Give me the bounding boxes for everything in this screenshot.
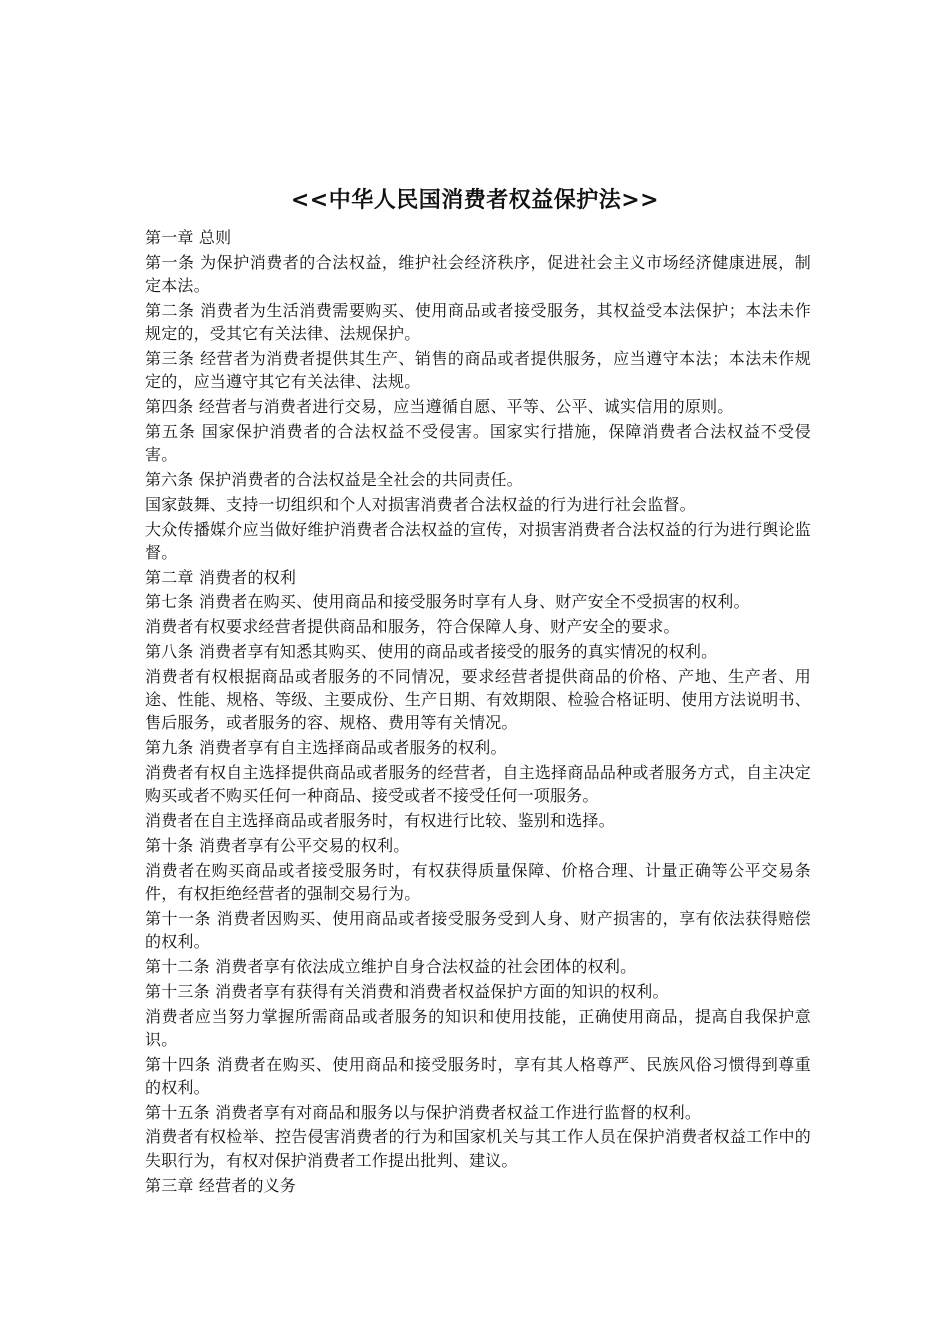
article-8: 第八条 消费者享有知悉其购买、使用的商品或者接受的服务的真实情况的权利。 [145,642,718,662]
article-12: 第十二条 消费者享有依法成立维护自身合法权益的社会团体的权利。 [145,956,637,976]
chapter-heading-2: 第二章 消费者的权利 [145,567,297,587]
article-10: 第十条 消费者享有公平交易的权利。 [145,835,410,855]
chapter-heading-1: 第一章 总则 [145,228,232,247]
document-title: <<中华人民国消费者权益保护法>> [290,188,660,213]
article-6: 第六条 保护消费者的合法权益是全社会的共同责任。 [145,469,523,489]
article-1: 第一条 为保护消费者的合法权益，维护社会经济秩序，促进社会主义市场经济健康进展，制定本法。 [145,252,811,296]
article-9: 第九条 消费者享有自主选择商品或者服务的权利。 [145,738,507,758]
article-5: 第五条 国家保护消费者的合法权益不受侵害。国家实行措施，保障消费者合法权益不受侵害。 [145,421,811,465]
article-15: 第十五条 消费者享有对商品和服务以与保护消费者权益工作进行监督的权利。 [145,1102,702,1122]
article-7-clause-2: 消费者有权要求经营者提供商品和服务，符合保障人身、财产安全的要求。 [145,617,680,637]
article-11: 第十一条 消费者因购买、使用商品或者接受服务受到人身、财产损害的，享有依法获得赔偿的权利。 [145,908,811,952]
article-13-clause-2: 消费者应当努力掌握所需商品或者服务的知识和使用技能，正确使用商品，提高自我保护意识。 [145,1006,811,1049]
article-3: 第三条 经营者为消费者提供其生产、销售的商品或者提供服务，应当遵守本法；本法未作规定的，应当遵守其它有关法律、法规。 [145,348,811,392]
article-2: 第二条 消费者为生活消费需要购买、使用商品或者接受服务，其权益受本法保护；本法未作规定的，受其它有关法律、法规保护。 [145,300,811,344]
document-body [145,226,811,1198]
article-6-clause-2: 国家鼓舞、支持一切组织和个人对损害消费者合法权益的行为进行社会监督。 [145,494,696,514]
article-7: 第七条 消费者在购买、使用商品和接受服务时享有人身、财产安全不受损害的权利。 [145,592,750,612]
article-6-clause-3: 大众传播媒介应当做好维护消费者合法权益的宣传，对损害消费者合法权益的行为进行舆论监督。 [145,519,811,562]
article-4: 第四条 经营者与消费者进行交易，应当遵循自愿、平等、公平、诚实信用的原则。 [145,397,734,417]
article-9-clause-3: 消费者在自主选择商品或者服务时，有权进行比较、鉴别和选择。 [145,811,615,831]
article-10-clause-2: 消费者在购买商品或者接受服务时，有权获得质量保障、价格合理、计量正确等公平交易条件，有权拒绝经营者的强制交易行为。 [145,860,811,904]
article-15-clause-2: 消费者有权检举、控告侵害消费者的行为和国家机关与其工作人员在保护消费者权益工作中的失职行为，有权对保护消费者工作提出批判、建议。 [145,1127,811,1170]
article-13: 第十三条 消费者享有获得有关消费和消费者权益保护方面的知识的权利。 [145,981,669,1001]
article-14: 第十四条 消费者在购买、使用商品和接受服务时，享有其人格尊严、民族风俗习惯得到尊重的权利。 [145,1054,811,1097]
article-8-clause-2: 消费者有权根据商品或者服务的不同情况，要求经营者提供商品的价格、产地、生产者、用途、性能、规格、等级、主要成份、生产日期、有效期限、检验合格证明、使用方法说明书、售后服务，或者服务的容、规格、费用等有关情况。 [145,666,811,733]
article-9-clause-2: 消费者有权自主选择提供商品或者服务的经营者，自主选择商品品种或者服务方式，自主决定购买或者不购买任何一种商品、接受或者不接受任何一项服务。 [145,763,811,806]
chapter-heading-3: 第三章 经营者的义务 [145,1175,297,1195]
